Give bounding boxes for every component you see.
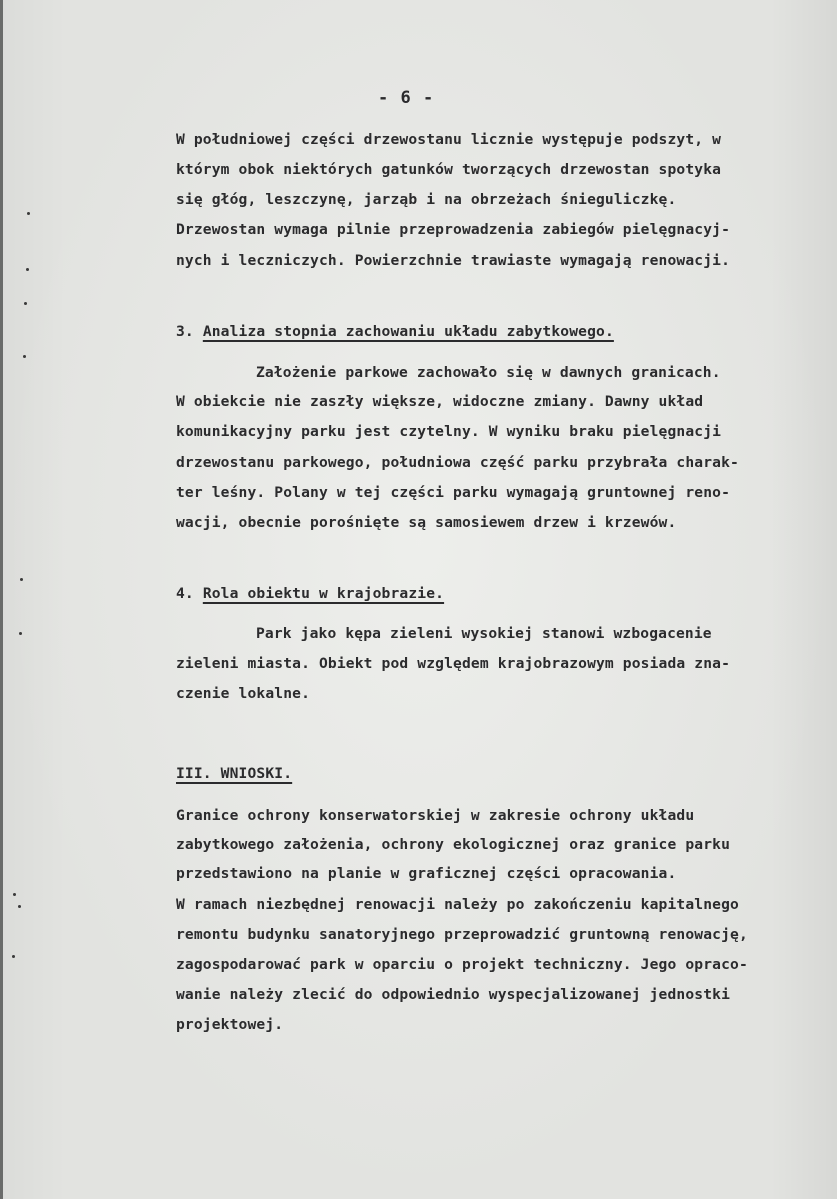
text-line: czenie lokalne. [176, 685, 311, 702]
text-line: W ramach niezbędnej renowacji należy po zakończeniu kapitalnego [176, 896, 739, 913]
scan-speck [26, 268, 29, 271]
section-3-heading [176, 323, 614, 340]
text-line: wanie należy zlecić do odpowiednio wyspecjalizowanej jednostki [176, 986, 731, 1003]
scan-speck [18, 905, 21, 908]
section-iii-heading [176, 765, 292, 782]
scan-speck [20, 578, 23, 581]
text-line: nych i leczniczych. Powierzchnie trawiaste wymagają renowacji. [176, 252, 731, 269]
text-line: Drzewostan wymaga pilnie przeprowadzenia zabiegów pielęgnacyj- [176, 221, 731, 238]
text-line: komunikacyjny parku jest czytelny. W wyniku braku pielęgnacji [176, 423, 722, 440]
text-line: przedstawiono na planie w graficznej części opracowania. [176, 865, 677, 882]
scan-speck [13, 893, 16, 896]
scan-edge-line [0, 0, 3, 1199]
scan-speck [27, 212, 30, 215]
text-line: W obiekcie nie zaszły większe, widoczne zmiany. Dawny układ [176, 393, 704, 410]
page-number: - 6 - [378, 88, 435, 108]
text-line: remontu budynku sanatoryjnego przeprowadzić gruntowną renowację, [176, 926, 748, 943]
text-line: Granice ochrony konserwatorskiej w zakresie ochrony układu [176, 807, 695, 824]
text-line: W południowej części drzewostanu licznie występuje podszyt, w [176, 131, 722, 148]
section-title: Analiza stopnia zachowaniu układu zabytkowego. [202, 323, 614, 340]
section-number: 4. [176, 585, 194, 602]
text-line: Założenie parkowe zachowało się w dawnych granicach. [256, 364, 721, 381]
section-title: III. WNIOSKI. [176, 765, 293, 782]
text-line: ter leśny. Polany w tej części parku wymagają gruntownej reno- [176, 484, 731, 501]
text-line: zabytkowego założenia, ochrony ekologicznej oraz granice parku [176, 836, 731, 853]
section-4-heading [176, 585, 444, 602]
text-line: Park jako kępa zieleni wysokiej stanowi wzbogacenie [256, 625, 712, 642]
section-number: 3. [176, 323, 194, 340]
scan-speck [19, 632, 22, 635]
text-line: się głóg, leszczynę, jarząb i na obrzeżach śnieguliczkę. [176, 191, 677, 208]
section-title: Rola obiektu w krajobrazie. [202, 585, 445, 602]
scan-speck [23, 355, 26, 358]
text-line: zagospodarować park w oparciu o projekt techniczny. Jego opraco- [176, 956, 748, 973]
text-line: wacji, obecnie porośnięte są samosiewem drzew i krzewów. [176, 514, 677, 531]
text-line: projektowej. [176, 1016, 284, 1033]
scan-speck [24, 302, 27, 305]
scan-speck [12, 955, 15, 958]
text-line: którym obok niektórych gatunków tworzących drzewostan spotyka [176, 161, 722, 178]
text-line: zieleni miasta. Obiekt pod względem krajobrazowym posiada zna- [176, 655, 731, 672]
text-line: drzewostanu parkowego, południowa część parku przybrała charak- [176, 454, 739, 471]
